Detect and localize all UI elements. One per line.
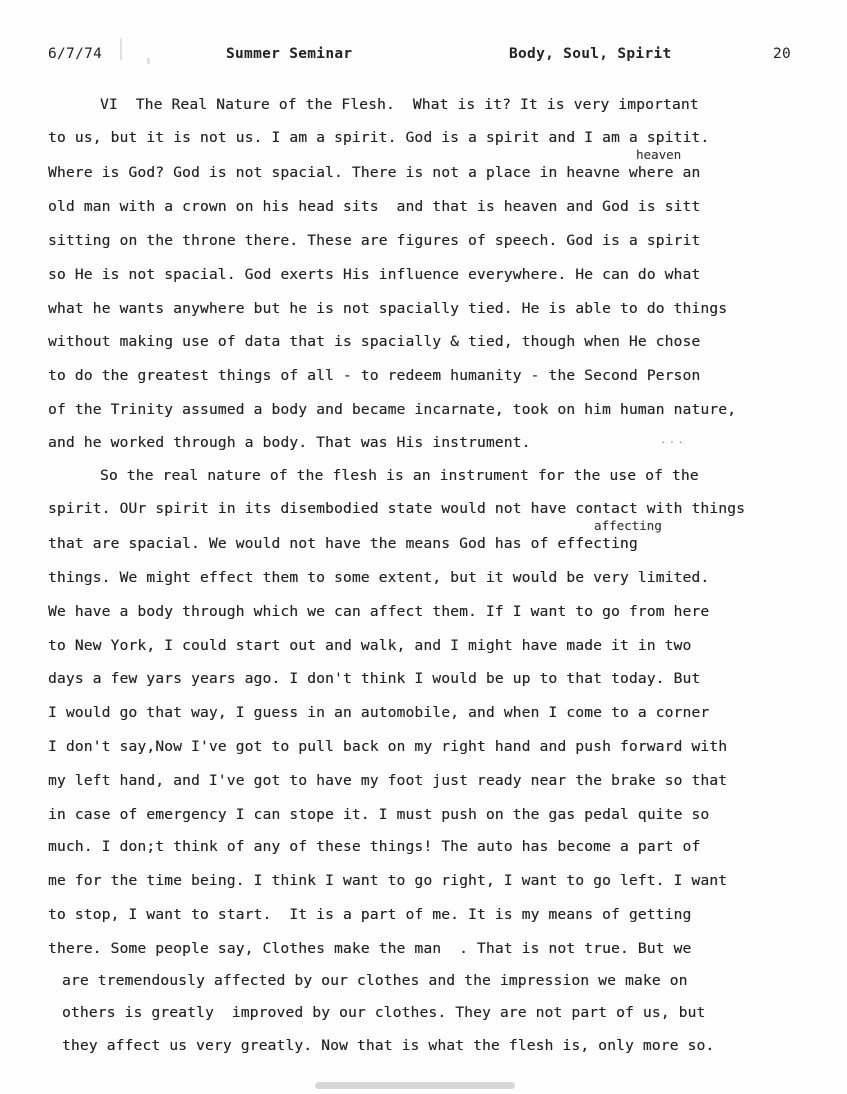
inserted-word-affecting: affecting [594,518,662,533]
text-line: in case of emergency I can stope it. I must push on the gas pedal quite so [48,806,710,823]
scan-mark [147,58,150,64]
text-line: without making use of data that is spacially & tied, though when He chose [48,333,701,350]
text-line: sitting on the throne there. These are figures of speech. God is a spirit [48,232,701,249]
series-title: Summer Seminar [226,46,353,62]
text-line: me for the time being. I think I want to go right, I want to go left. I want [48,872,728,889]
text-line: what he wants anywhere but he is not spacially tied. He is able to do things [48,300,728,317]
scan-artifact: ... [660,433,686,446]
text-line: spirit. OUr spirit in its disembodied state would not have contact with things [48,500,746,517]
inserted-word-heaven: heaven [636,147,682,162]
topic-title: Body, Soul, Spirit [509,46,672,62]
text-line: they affect us very greatly. Now that is what the flesh is, only more so. [62,1037,715,1054]
text-line: others is greatly improved by our clothes. They are not part of us, but [62,1004,706,1021]
text-line: of the Trinity assumed a body and became incarnate, took on him human nature, [48,401,737,418]
page-date: 6/7/74 [48,46,103,62]
scan-mark [315,1082,515,1089]
text-line: much. I don;t think of any of these things! The auto has become a part of [48,838,701,855]
text-line: old man with a crown on his head sits and that is heaven and God is sitt [48,198,701,215]
text-line: VI The Real Nature of the Flesh. What is it? It is very important [100,96,699,113]
scan-mark [120,38,122,60]
text-line: there. Some people say, Clothes make the man . That is not true. But we [48,940,692,957]
page-number: 20 [773,46,792,62]
text-line: to stop, I want to start. It is a part of me. It is my means of getting [48,906,692,923]
text-line: Where is God? God is not spacial. There is not a place in heavne where an [48,164,701,181]
text-line: to do the greatest things of all - to redeem humanity - the Second Person [48,367,701,384]
text-line: and he worked through a body. That was His instrument. [48,434,531,451]
text-line: days a few yars years ago. I don't think I would be up to that today. But [48,670,701,687]
text-line: We have a body through which we can affect them. If I want to go from here [48,603,710,620]
text-line: are tremendously affected by our clothes and the impression we make on [62,972,688,989]
text-line: that are spacial. We would not have the means God has of effecting [48,535,638,552]
text-line: to us, but it is not us. I am a spirit. God is a spirit and I am a spitit. [48,129,710,146]
text-line: to New York, I could start out and walk, and I might have made it in two [48,637,692,654]
text-line: things. We might effect them to some extent, but it would be very limited. [48,569,710,586]
text-line: my left hand, and I've got to have my foot just ready near the brake so that [48,772,728,789]
text-line: I would go that way, I guess in an automobile, and when I come to a corner [48,704,710,721]
text-line: so He is not spacial. God exerts His influence everywhere. He can do what [48,266,701,283]
text-line: So the real nature of the flesh is an instrument for the use of the [100,467,699,484]
text-line: I don't say,Now I've got to pull back on my right hand and push forward with [48,738,728,755]
